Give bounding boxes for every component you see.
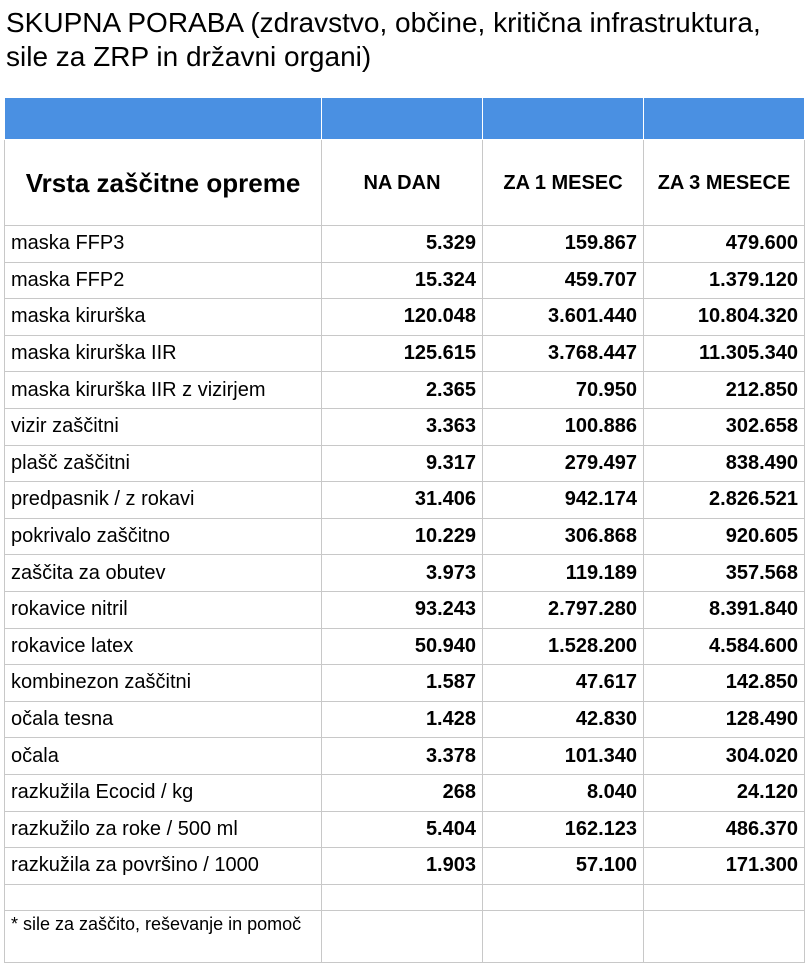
- empty-row: [5, 884, 805, 910]
- table-row: [5, 848, 805, 885]
- cell-name[interactable]: maska FFP2: [5, 262, 322, 299]
- cell-month1[interactable]: 159.867: [483, 226, 644, 263]
- cell-day[interactable]: 3.378: [322, 738, 483, 775]
- cell-name[interactable]: rokavice latex: [5, 628, 322, 665]
- cell-day[interactable]: 93.243: [322, 591, 483, 628]
- table-row: [5, 701, 805, 738]
- table-row: [5, 628, 805, 665]
- cell-month1[interactable]: 2.797.280: [483, 591, 644, 628]
- cell-month3[interactable]: 24.120: [644, 774, 805, 811]
- cell-month3[interactable]: 920.605: [644, 518, 805, 555]
- table-row: [5, 738, 805, 775]
- cell-month1[interactable]: 3.601.440: [483, 299, 644, 336]
- cell-day[interactable]: 120.048: [322, 299, 483, 336]
- cell-month1[interactable]: 100.886: [483, 408, 644, 445]
- data-rows: [5, 226, 805, 885]
- blue-cell[interactable]: [483, 98, 644, 140]
- cell-month3[interactable]: 486.370: [644, 811, 805, 848]
- empty-cell[interactable]: [644, 884, 805, 910]
- cell-month3[interactable]: 11.305.340: [644, 335, 805, 372]
- cell-month1[interactable]: 42.830: [483, 701, 644, 738]
- cell-name[interactable]: zaščita za obutev: [5, 555, 322, 592]
- column-header-month1[interactable]: ZA 1 MESEC: [483, 140, 644, 226]
- consumption-table: [4, 97, 805, 963]
- cell-month3[interactable]: 357.568: [644, 555, 805, 592]
- cell-name[interactable]: maska kirurška IIR: [5, 335, 322, 372]
- cell-month1[interactable]: 47.617: [483, 665, 644, 702]
- cell-month3[interactable]: 2.826.521: [644, 482, 805, 519]
- column-header-month3[interactable]: ZA 3 MESECE: [644, 140, 805, 226]
- cell-day[interactable]: 5.404: [322, 811, 483, 848]
- cell-name[interactable]: razkužila za površino / 1000: [5, 848, 322, 885]
- cell-month3[interactable]: 142.850: [644, 665, 805, 702]
- cell-name[interactable]: razkužila Ecocid / kg: [5, 774, 322, 811]
- cell-name[interactable]: pokrivalo zaščitno: [5, 518, 322, 555]
- cell-day[interactable]: 268: [322, 774, 483, 811]
- cell-day[interactable]: 125.615: [322, 335, 483, 372]
- empty-cell[interactable]: [322, 910, 483, 962]
- blue-cell[interactable]: [322, 98, 483, 140]
- table-row: [5, 262, 805, 299]
- cell-day[interactable]: 5.329: [322, 226, 483, 263]
- cell-month1[interactable]: 70.950: [483, 372, 644, 409]
- table-row: [5, 811, 805, 848]
- cell-day[interactable]: 1.587: [322, 665, 483, 702]
- table-row: [5, 774, 805, 811]
- cell-month1[interactable]: 119.189: [483, 555, 644, 592]
- cell-name[interactable]: plašč zaščitni: [5, 445, 322, 482]
- cell-month1[interactable]: 459.707: [483, 262, 644, 299]
- footnote-cell[interactable]: * sile za zaščito, reševanje in pomoč: [5, 910, 322, 962]
- table-row: [5, 555, 805, 592]
- cell-month1[interactable]: 1.528.200: [483, 628, 644, 665]
- cell-name[interactable]: kombinezon zaščitni: [5, 665, 322, 702]
- cell-month3[interactable]: 212.850: [644, 372, 805, 409]
- cell-name[interactable]: predpasnik / z rokavi: [5, 482, 322, 519]
- cell-month1[interactable]: 942.174: [483, 482, 644, 519]
- cell-month3[interactable]: 8.391.840: [644, 591, 805, 628]
- cell-month3[interactable]: 838.490: [644, 445, 805, 482]
- blue-cell[interactable]: [644, 98, 805, 140]
- table-footer: [5, 884, 805, 962]
- cell-month3[interactable]: 10.804.320: [644, 299, 805, 336]
- cell-day[interactable]: 3.973: [322, 555, 483, 592]
- cell-day[interactable]: 31.406: [322, 482, 483, 519]
- cell-name[interactable]: maska kirurška IIR z vizirjem: [5, 372, 322, 409]
- column-header-row: [5, 140, 805, 226]
- table-row: [5, 482, 805, 519]
- cell-month3[interactable]: 4.584.600: [644, 628, 805, 665]
- cell-month1[interactable]: 279.497: [483, 445, 644, 482]
- table-row: [5, 591, 805, 628]
- table-row: [5, 226, 805, 263]
- cell-name[interactable]: vizir zaščitni: [5, 408, 322, 445]
- table-row: [5, 518, 805, 555]
- cell-month3[interactable]: 479.600: [644, 226, 805, 263]
- cell-month3[interactable]: 302.658: [644, 408, 805, 445]
- empty-cell[interactable]: [483, 884, 644, 910]
- cell-month3[interactable]: 171.300: [644, 848, 805, 885]
- cell-month3[interactable]: 128.490: [644, 701, 805, 738]
- empty-cell[interactable]: [5, 884, 322, 910]
- table-row: [5, 665, 805, 702]
- blue-cell[interactable]: [5, 98, 322, 140]
- cell-month1[interactable]: 306.868: [483, 518, 644, 555]
- cell-day[interactable]: 50.940: [322, 628, 483, 665]
- column-header-name[interactable]: Vrsta zaščitne opreme: [5, 140, 322, 226]
- cell-name[interactable]: očala: [5, 738, 322, 775]
- empty-cell[interactable]: [483, 910, 644, 962]
- table-body: [5, 98, 805, 226]
- cell-name[interactable]: maska kirurška: [5, 299, 322, 336]
- table-row: [5, 335, 805, 372]
- empty-cell[interactable]: [322, 884, 483, 910]
- cell-name[interactable]: maska FFP3: [5, 226, 322, 263]
- table-row: [5, 372, 805, 409]
- cell-day[interactable]: 10.229: [322, 518, 483, 555]
- table-row: [5, 408, 805, 445]
- cell-day[interactable]: 2.365: [322, 372, 483, 409]
- footnote-row: [5, 910, 805, 962]
- cell-month1[interactable]: 57.100: [483, 848, 644, 885]
- cell-day[interactable]: 9.317: [322, 445, 483, 482]
- cell-month1[interactable]: 3.768.447: [483, 335, 644, 372]
- table-row: [5, 299, 805, 336]
- blue-header-band: [5, 98, 805, 140]
- cell-month3[interactable]: 304.020: [644, 738, 805, 775]
- cell-month1[interactable]: 162.123: [483, 811, 644, 848]
- cell-day[interactable]: 1.903: [322, 848, 483, 885]
- cell-day[interactable]: 15.324: [322, 262, 483, 299]
- column-header-day[interactable]: NA DAN: [322, 140, 483, 226]
- cell-day[interactable]: 3.363: [322, 408, 483, 445]
- cell-month1[interactable]: 101.340: [483, 738, 644, 775]
- page-title: SKUPNA PORABA (zdravstvo, občine, kritična infrastruktura, sile za ZRP in državni organi): [6, 7, 761, 72]
- cell-name[interactable]: razkužilo za roke / 500 ml: [5, 811, 322, 848]
- cell-name[interactable]: očala tesna: [5, 701, 322, 738]
- empty-cell[interactable]: [644, 910, 805, 962]
- cell-name[interactable]: rokavice nitril: [5, 591, 322, 628]
- cell-month1[interactable]: 8.040: [483, 774, 644, 811]
- table-row: [5, 445, 805, 482]
- cell-day[interactable]: 1.428: [322, 701, 483, 738]
- cell-month3[interactable]: 1.379.120: [644, 262, 805, 299]
